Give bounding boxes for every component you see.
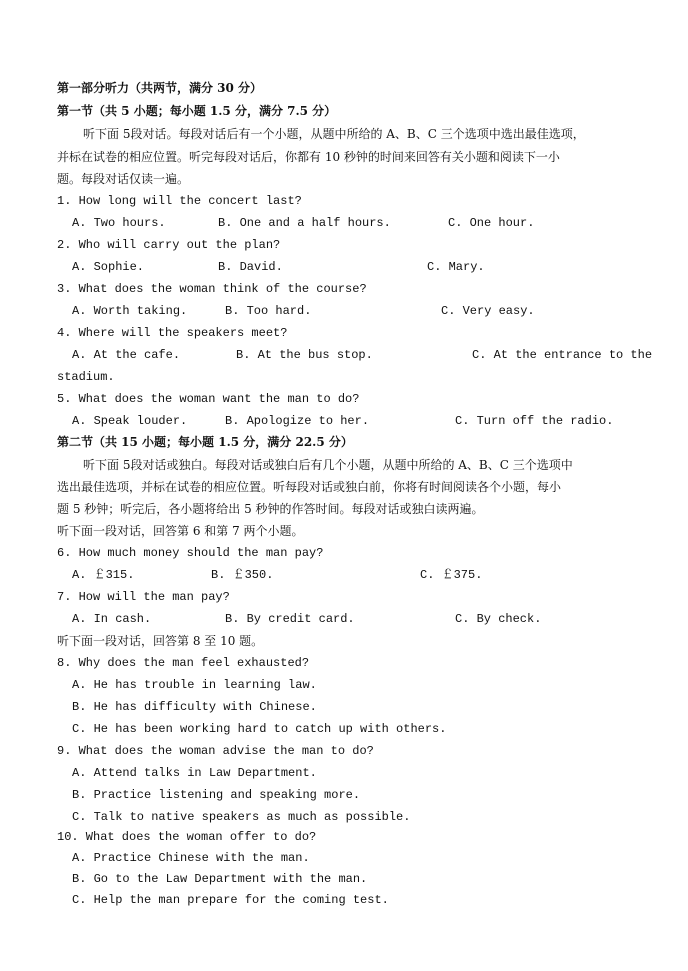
q10-option-c: C. Help the man prepare for the coming test. xyxy=(72,893,389,907)
q8-option-c: C. He has been working hard to catch up with others. xyxy=(72,722,447,736)
q10-option-a: A. Practice Chinese with the man. xyxy=(72,851,310,865)
q9-option-c: C. Talk to native speakers as much as possible. xyxy=(72,810,411,824)
q3-option-b: B. Too hard. xyxy=(225,304,312,318)
section2-instruction-line3: 题 5 秒钟；听完后，各小题将给出 5 秒钟的作答时间。每段对话或独白读两遍。 xyxy=(57,502,484,516)
question-3: 3. What does the woman think of the course? xyxy=(57,282,367,296)
q10-option-b: B. Go to the Law Department with the man. xyxy=(72,872,368,886)
q6-option-a: A. ￡315. xyxy=(72,568,135,582)
q5-option-a: A. Speak louder. xyxy=(72,414,188,428)
section2-instruction-line2: 选出最佳选项，并标在试卷的相应位置。听每段对话或独白前，你将有时间阅读各个小题，每小 xyxy=(57,480,562,494)
q6-option-b: B. ￡350. xyxy=(211,568,274,582)
q1-option-a: A. Two hours. xyxy=(72,216,166,230)
question-6: 6. How much money should the man pay? xyxy=(57,546,324,560)
q1-option-b: B. One and a half hours. xyxy=(218,216,391,230)
q2-option-a: A. Sophie. xyxy=(72,260,145,274)
q7-option-a: A. In cash. xyxy=(72,612,152,626)
q3-option-c: C. Very easy. xyxy=(441,304,535,318)
question-10: 10. What does the woman offer to do? xyxy=(57,830,317,844)
section2-title: 第二节（共 15 小题；每小题 1.5 分，满分 22.5 分） xyxy=(57,435,353,449)
question-2: 2. Who will carry out the plan? xyxy=(57,238,281,252)
lead-q6-q7: 听下面一段对话，回答第 6 和第 7 两个小题。 xyxy=(57,524,304,538)
q8-option-a: A. He has trouble in learning law. xyxy=(72,678,317,692)
section1-title: 第一节（共 5 小题；每小题 1.5 分，满分 7.5 分） xyxy=(57,104,337,118)
q5-option-b: B. Apologize to her. xyxy=(225,414,370,428)
q4-option-b: B. At the bus stop. xyxy=(236,348,373,362)
lead-q8-q10: 听下面一段对话，回答第 8 至 10 题。 xyxy=(57,634,264,648)
question-9: 9. What does the woman advise the man to do? xyxy=(57,744,374,758)
question-8: 8. Why does the man feel exhausted? xyxy=(57,656,310,670)
q7-option-b: B. By credit card. xyxy=(225,612,355,626)
q7-option-c: C. By check. xyxy=(455,612,542,626)
section1-instruction-line2: 并标在试卷的相应位置。听完每段对话后，你都有 10 秒钟的时间来回答有关小题和阅读下一小 xyxy=(57,150,560,164)
question-4: 4. Where will the speakers meet? xyxy=(57,326,288,340)
q9-option-a: A. Attend talks in Law Department. xyxy=(72,766,317,780)
question-1: 1. How long will the concert last? xyxy=(57,194,302,208)
q2-option-b: B. David. xyxy=(218,260,283,274)
q6-option-c: C. ￡375. xyxy=(420,568,483,582)
q4-option-c: C. At the entrance to the xyxy=(472,348,653,362)
q3-option-a: A. Worth taking. xyxy=(72,304,188,318)
q1-option-c: C. One hour. xyxy=(448,216,535,230)
q8-option-b: B. He has difficulty with Chinese. xyxy=(72,700,317,714)
question-5: 5. What does the woman want the man to do? xyxy=(57,392,360,406)
q4-option-a: A. At the cafe. xyxy=(72,348,181,362)
q5-option-c: C. Turn off the radio. xyxy=(455,414,614,428)
section1-instruction-line1: 听下面 5段对话。每段对话后有一个小题，从题中所给的 A、B、C 三个选项中选出最佳选项， xyxy=(83,127,585,141)
part1-title: 第一部分听力（共两节，满分 30 分） xyxy=(57,81,263,95)
q9-option-b: B. Practice listening and speaking more. xyxy=(72,788,361,802)
question-7: 7. How will the man pay? xyxy=(57,590,230,604)
section1-instruction-line3: 题。每段对话仅读一遍。 xyxy=(57,172,190,186)
q4-option-c-continued: stadium. xyxy=(57,370,115,384)
section2-instruction-line1: 听下面 5段对话或独白。每段对话或独白后有几个小题，从题中所给的 A、B、C 三个选项中 xyxy=(83,458,573,472)
q2-option-c: C. Mary. xyxy=(427,260,485,274)
